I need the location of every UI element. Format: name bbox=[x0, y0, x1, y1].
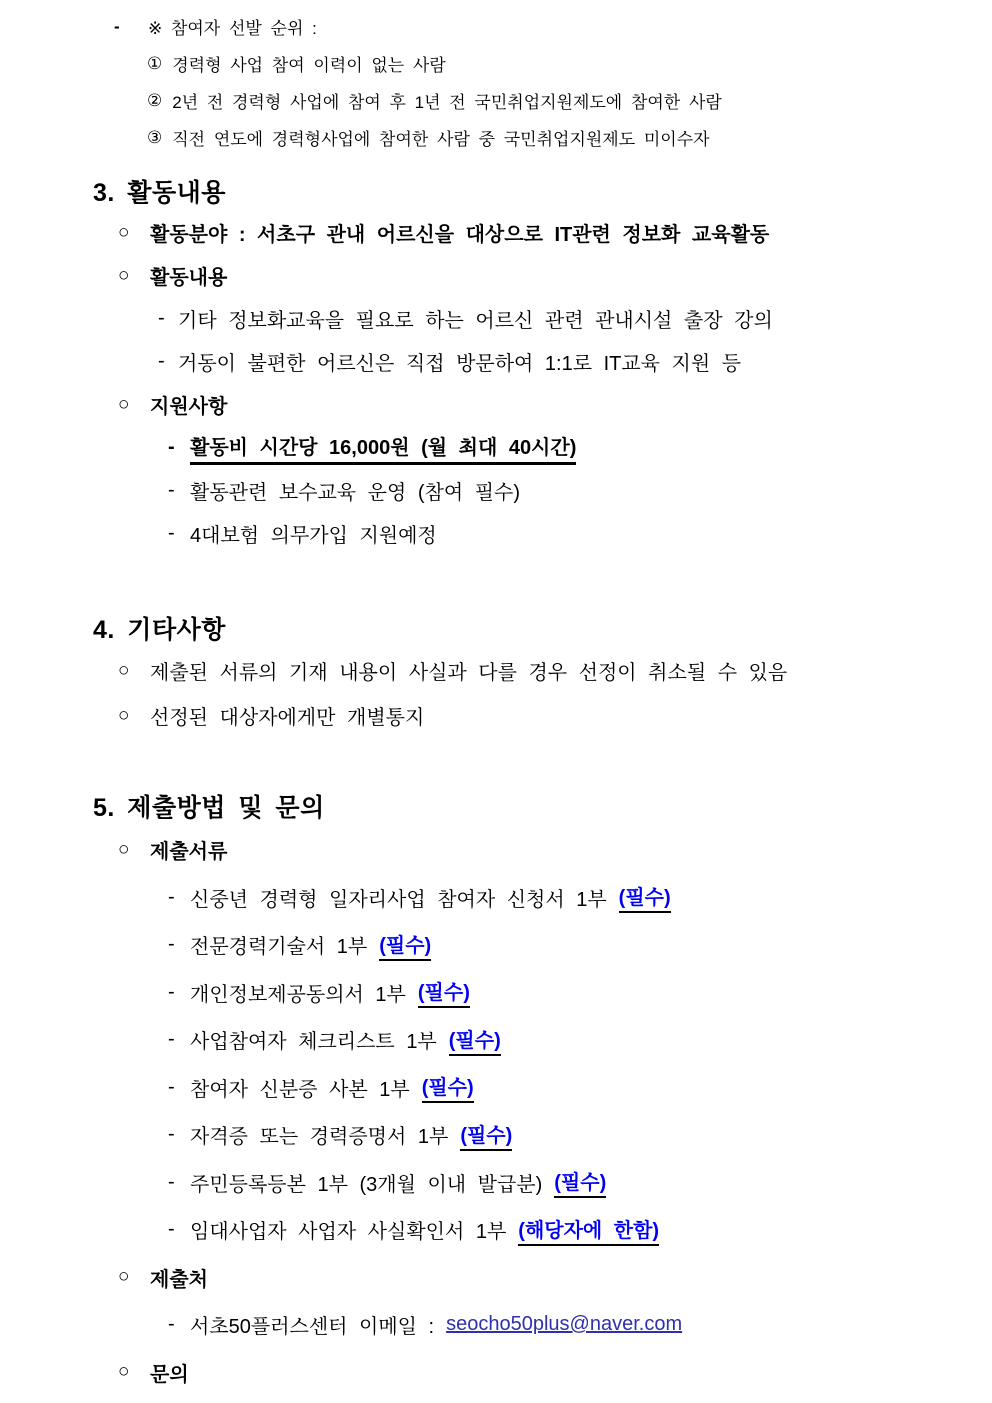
dash-bullet: - bbox=[168, 1028, 175, 1051]
doc-item bbox=[168, 1111, 992, 1159]
doc-item-text: 주민등록등본 1부 (3개월 이내 발급분) bbox=[190, 1173, 543, 1196]
section-heading: 3. 활동내용 bbox=[93, 179, 226, 207]
doc-item bbox=[168, 1206, 992, 1254]
required-tag: (필수) bbox=[422, 1071, 474, 1103]
note-item bbox=[147, 45, 992, 82]
note-item bbox=[147, 82, 992, 119]
note-item-text: 2년 전 경력형 사업에 참여 후 1년 전 국민취업지원제도에 참여한 사람 bbox=[172, 93, 722, 112]
doc-item-text: 개인정보제공동의서 1부 bbox=[190, 983, 406, 1006]
doc-item bbox=[168, 1159, 992, 1207]
destination-text: 서초50플러스센터 이메일 : bbox=[190, 1316, 435, 1339]
doc-item-text: 임대사업자 사업자 사실확인서 1부 bbox=[190, 1221, 507, 1244]
note-item bbox=[147, 119, 992, 156]
note-title-line bbox=[114, 8, 992, 45]
dash-bullet: - bbox=[168, 885, 175, 908]
required-tag: (필수) bbox=[554, 1166, 606, 1198]
doc-item-text: 사업참여자 체크리스트 1부 bbox=[190, 1031, 437, 1054]
content-item bbox=[158, 297, 992, 340]
dash-bullet: - bbox=[168, 1170, 175, 1193]
etc-item-text: 선정된 대상자에게만 개별통지 bbox=[150, 707, 425, 729]
doc-item-text: 참여자 신분증 사본 1부 bbox=[190, 1078, 410, 1101]
doc-item bbox=[168, 921, 992, 969]
dash-bullet: - bbox=[168, 479, 175, 501]
dash-bullet: - bbox=[168, 933, 175, 956]
doc-item-text: 자격증 또는 경력증명서 1부 bbox=[190, 1126, 449, 1149]
required-tag: (필수) bbox=[460, 1119, 512, 1151]
dash-bullet: - bbox=[168, 1075, 175, 1098]
required-tag: (필수) bbox=[379, 929, 431, 961]
doc-item bbox=[168, 1016, 992, 1064]
note-item-text: 경력형 사업 참여 이력이 없는 사람 bbox=[172, 56, 446, 75]
content-item-text: 기타 정보화교육을 필요로 하는 어르신 관련 관내시설 출장 강의 bbox=[178, 310, 773, 332]
support-item-text: 4대보험 의무가입 지원예정 bbox=[190, 525, 437, 547]
circle-bullet-icon: ○ bbox=[118, 659, 130, 681]
circled-number-1: ① bbox=[147, 53, 163, 73]
selection-priority-note bbox=[0, 8, 992, 156]
bullet-line-content bbox=[118, 254, 992, 297]
content-item-text: 거동이 불편한 어르신은 직접 방문하여 1:1로 IT교육 지원 등 bbox=[178, 353, 742, 375]
support-item bbox=[168, 469, 992, 512]
circled-number-3: ③ bbox=[147, 127, 163, 147]
section-activity bbox=[0, 175, 992, 555]
doc-item-text: 전문경력기술서 1부 bbox=[190, 936, 368, 959]
dash-bullet: - bbox=[114, 16, 120, 36]
field-label: 활동분야 : 서초구 관내 어르신을 대상으로 IT관련 정보화 교육활동 bbox=[150, 224, 770, 246]
bullet-line-field bbox=[118, 211, 992, 254]
dash-bullet: - bbox=[168, 1313, 175, 1336]
support-label: 지원사항 bbox=[150, 396, 228, 418]
required-tag: (필수) bbox=[418, 976, 470, 1008]
conditional-tag: (해당자에 한함) bbox=[518, 1214, 659, 1246]
bullet-line-docs bbox=[118, 826, 992, 874]
doc-item bbox=[168, 874, 992, 922]
circled-number-2: ② bbox=[147, 90, 163, 110]
bullet-line-support bbox=[118, 383, 992, 426]
email-link[interactable]: seocho50plus@naver.com bbox=[446, 1313, 683, 1336]
content-label: 활동내용 bbox=[150, 267, 228, 289]
required-tag: (필수) bbox=[449, 1024, 501, 1056]
section-submit bbox=[0, 790, 992, 1396]
dash-bullet: - bbox=[158, 307, 165, 329]
contact-label: 문의 bbox=[150, 1363, 189, 1386]
circle-bullet-icon: ○ bbox=[118, 393, 130, 415]
support-item-text: 활동관련 보수교육 운영 (참여 필수) bbox=[190, 482, 521, 504]
dash-bullet: - bbox=[168, 436, 175, 458]
dash-bullet: - bbox=[168, 522, 175, 544]
doc-item bbox=[168, 969, 992, 1017]
section-heading: 5. 제출방법 및 문의 bbox=[93, 794, 325, 822]
note-item-text: 직전 연도에 경력형사업에 참여한 사람 중 국민취업지원제도 미이수자 bbox=[172, 130, 710, 149]
content-item bbox=[158, 340, 992, 383]
circle-bullet-icon: ○ bbox=[118, 1361, 130, 1383]
support-item-emphasis bbox=[168, 426, 992, 469]
etc-item bbox=[118, 648, 992, 693]
bullet-line-destination bbox=[118, 1254, 992, 1302]
section-etc bbox=[0, 612, 992, 738]
circle-bullet-icon: ○ bbox=[118, 264, 130, 286]
dash-bullet: - bbox=[168, 1218, 175, 1241]
circle-bullet-icon: ○ bbox=[118, 704, 130, 726]
etc-item bbox=[118, 693, 992, 738]
doc-item bbox=[168, 1064, 992, 1112]
required-tag: (필수) bbox=[619, 881, 671, 913]
dash-bullet: - bbox=[168, 980, 175, 1003]
circle-bullet-icon: ○ bbox=[118, 221, 130, 243]
destination-label: 제출처 bbox=[150, 1268, 208, 1291]
support-pay-text: 활동비 시간당 16,000원 (월 최대 40시간) bbox=[190, 431, 576, 465]
support-item bbox=[168, 512, 992, 555]
doc-item-text: 신중년 경력형 일자리사업 참여자 신청서 1부 bbox=[190, 888, 607, 911]
etc-item-text: 제출된 서류의 기재 내용이 사실과 다를 경우 선정이 취소될 수 있음 bbox=[150, 662, 788, 684]
circle-bullet-icon: ○ bbox=[118, 1266, 130, 1288]
section-heading: 4. 기타사항 bbox=[93, 616, 226, 644]
dash-bullet: - bbox=[168, 1123, 175, 1146]
note-title: ※ 참여자 선발 순위 : bbox=[148, 19, 317, 38]
docs-label: 제출서류 bbox=[150, 841, 228, 864]
bullet-line-contact bbox=[118, 1349, 992, 1397]
destination-item bbox=[168, 1301, 992, 1349]
circle-bullet-icon: ○ bbox=[118, 838, 130, 860]
dash-bullet: - bbox=[158, 350, 165, 372]
